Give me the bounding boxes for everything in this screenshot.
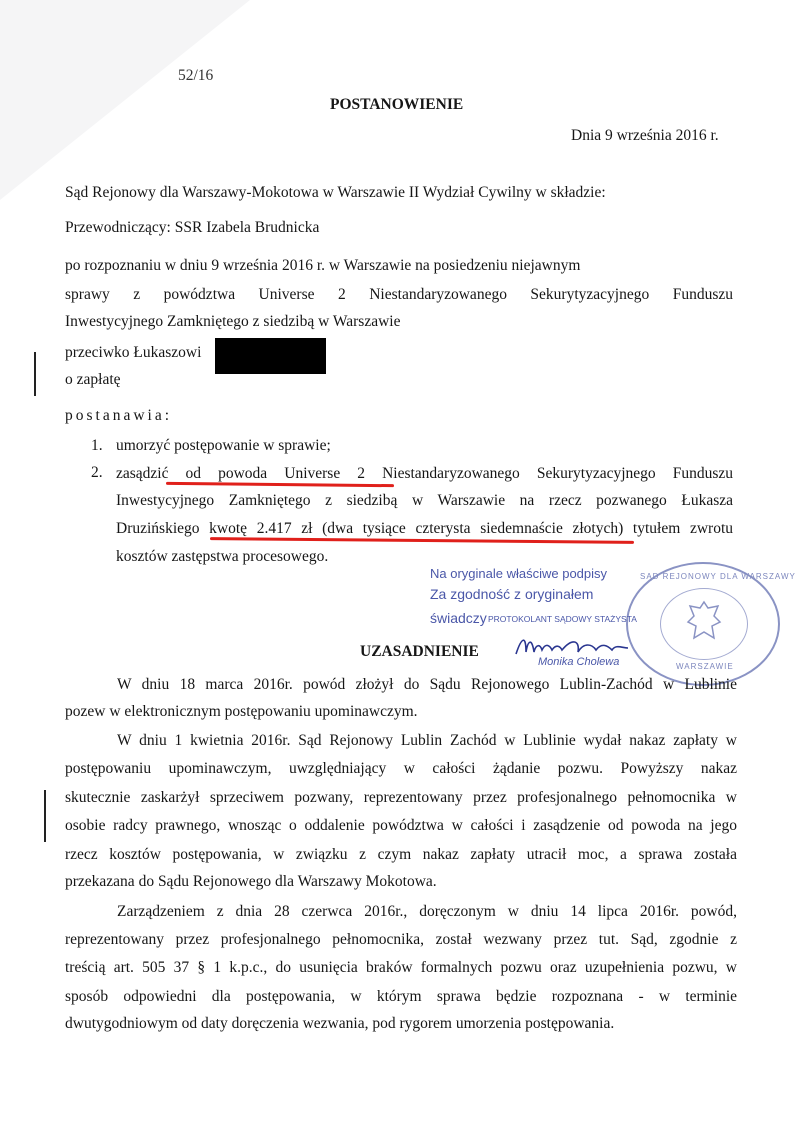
stamp-line-2: Za zgodność z oryginałem — [430, 586, 594, 602]
justification-line: Zarządzeniem z dnia 28 czerwca 2016r., doręczonym w dniu 14 lipca 2016r. powód, — [117, 903, 737, 920]
ruling-item-text: kosztów zastępstwa procesowego. — [116, 548, 329, 565]
justification-line: pozew w elektronicznym postępowaniu upominawczym. — [65, 703, 418, 720]
folded-corner — [0, 0, 250, 200]
document-date: Dnia 9 września 2016 r. — [571, 127, 719, 144]
stamp-line-1: Na oryginale właściwe podpisy — [430, 566, 608, 581]
justification-heading: UZASADNIENIE — [360, 643, 479, 660]
justification-line: skutecznie zaskarżył sprzeciwem pozwany, reprezentowany przez profesjonalnego pełnomocnika w — [65, 789, 737, 806]
seal-text-top: SĄD REJONOWY DLA WARSZAWY — [640, 572, 796, 581]
margin-mark — [34, 352, 36, 396]
justification-line: postępowaniu upominawczym, uwzględniający w całości żądanie pozwu. Powyższy nakaz — [65, 760, 737, 777]
stamp-role: PROTOKOLANT SĄDOWY STAŻYSTA — [488, 614, 637, 624]
justification-line: W dniu 1 kwietnia 2016r. Sąd Rejonowy Lublin Zachód w Lublinie wydał nakaz zapłaty w — [117, 732, 737, 749]
ruling-item-number: 2. — [91, 464, 103, 481]
highlight-underline — [210, 537, 634, 544]
proceedings-line-5: o zapłatę — [65, 371, 121, 388]
stamp-line-3: świadczy — [430, 610, 487, 626]
proceedings-line-1: po rozpoznaniu w dniu 9 września 2016 r. w Warszawie na posiedzeniu niejawnym — [65, 257, 581, 274]
ruling-item-text: umorzyć postępowanie w sprawie; — [116, 437, 331, 454]
seal-text-bottom: WARSZAWIE — [676, 662, 734, 671]
document-title: POSTANOWIENIE — [330, 96, 464, 113]
presiding-judge: Przewodniczący: SSR Izabela Brudnicka — [65, 219, 320, 236]
justification-line: przekazana do Sądu Rejonowego dla Warszawy Mokotowa. — [65, 873, 437, 890]
case-number: 52/16 — [178, 67, 214, 84]
justification-line: dwutygodniowym od daty doręczenia wezwania, pod rygorem umorzenia postępowania. — [65, 1015, 615, 1032]
signature-name: Monika Cholewa — [538, 656, 620, 668]
redaction-box — [215, 338, 326, 374]
justification-line: W dniu 18 marca 2016r. powód złożył do Sądu Rejonowego Lublin-Zachód w Lublinie — [117, 676, 737, 693]
proceedings-line-2: sprawy z powództwa Universe 2 Niestandaryzowanego Sekurytyzacyjnego Funduszu — [65, 286, 733, 303]
ruling-item-text: Druzińskiego kwotę 2.417 zł (dwa tysiące czterysta siedemnaście złotych) tytułem zwrotu — [116, 520, 733, 537]
justification-line: osobie radcy prawnego, wnosząc o oddalenie powództwa w całości i zasądzenie od powoda na jego — [65, 817, 737, 834]
court-composition: Sąd Rejonowy dla Warszawy-Mokotowa w Warszawie II Wydział Cywilny w składzie: — [65, 184, 606, 201]
ruling-item-number: 1. — [91, 437, 103, 454]
proceedings-line-3: Inwestycyjnego Zamkniętego z siedzibą w Warszawie — [65, 313, 401, 330]
proceedings-line-4: przeciwko Łukaszowi — [65, 344, 202, 361]
margin-mark — [44, 790, 46, 842]
justification-line: treścią art. 505 37 § 1 k.p.c., do usunięcia braków formalnych pozwu oraz uzupełnienia pozwu, w — [65, 959, 737, 976]
justification-line: rzecz kosztów postępowania, w związku z czym nakaz zapłaty utracił moc, a sprawa została — [65, 846, 737, 863]
ruling-item-text: Inwestycyjnego Zamkniętego z siedzibą w Warszawie na rzecz pozwanego Łukasza — [116, 492, 733, 509]
eagle-icon — [684, 598, 724, 646]
justification-line: sposób odpowiedni dla postępowania, w którym sprawa będzie rozpoznana - w terminie — [65, 988, 737, 1005]
ruling-item-text: zasądzić od powoda Universe 2 Niestandaryzowanego Sekurytyzacyjnego Funduszu — [116, 465, 733, 482]
ruling-heading: postanawia: — [65, 407, 173, 424]
justification-line: reprezentowany przez profesjonalnego pełnomocnika, został wezwany przez tut. Sąd, zgodnie z — [65, 931, 737, 948]
